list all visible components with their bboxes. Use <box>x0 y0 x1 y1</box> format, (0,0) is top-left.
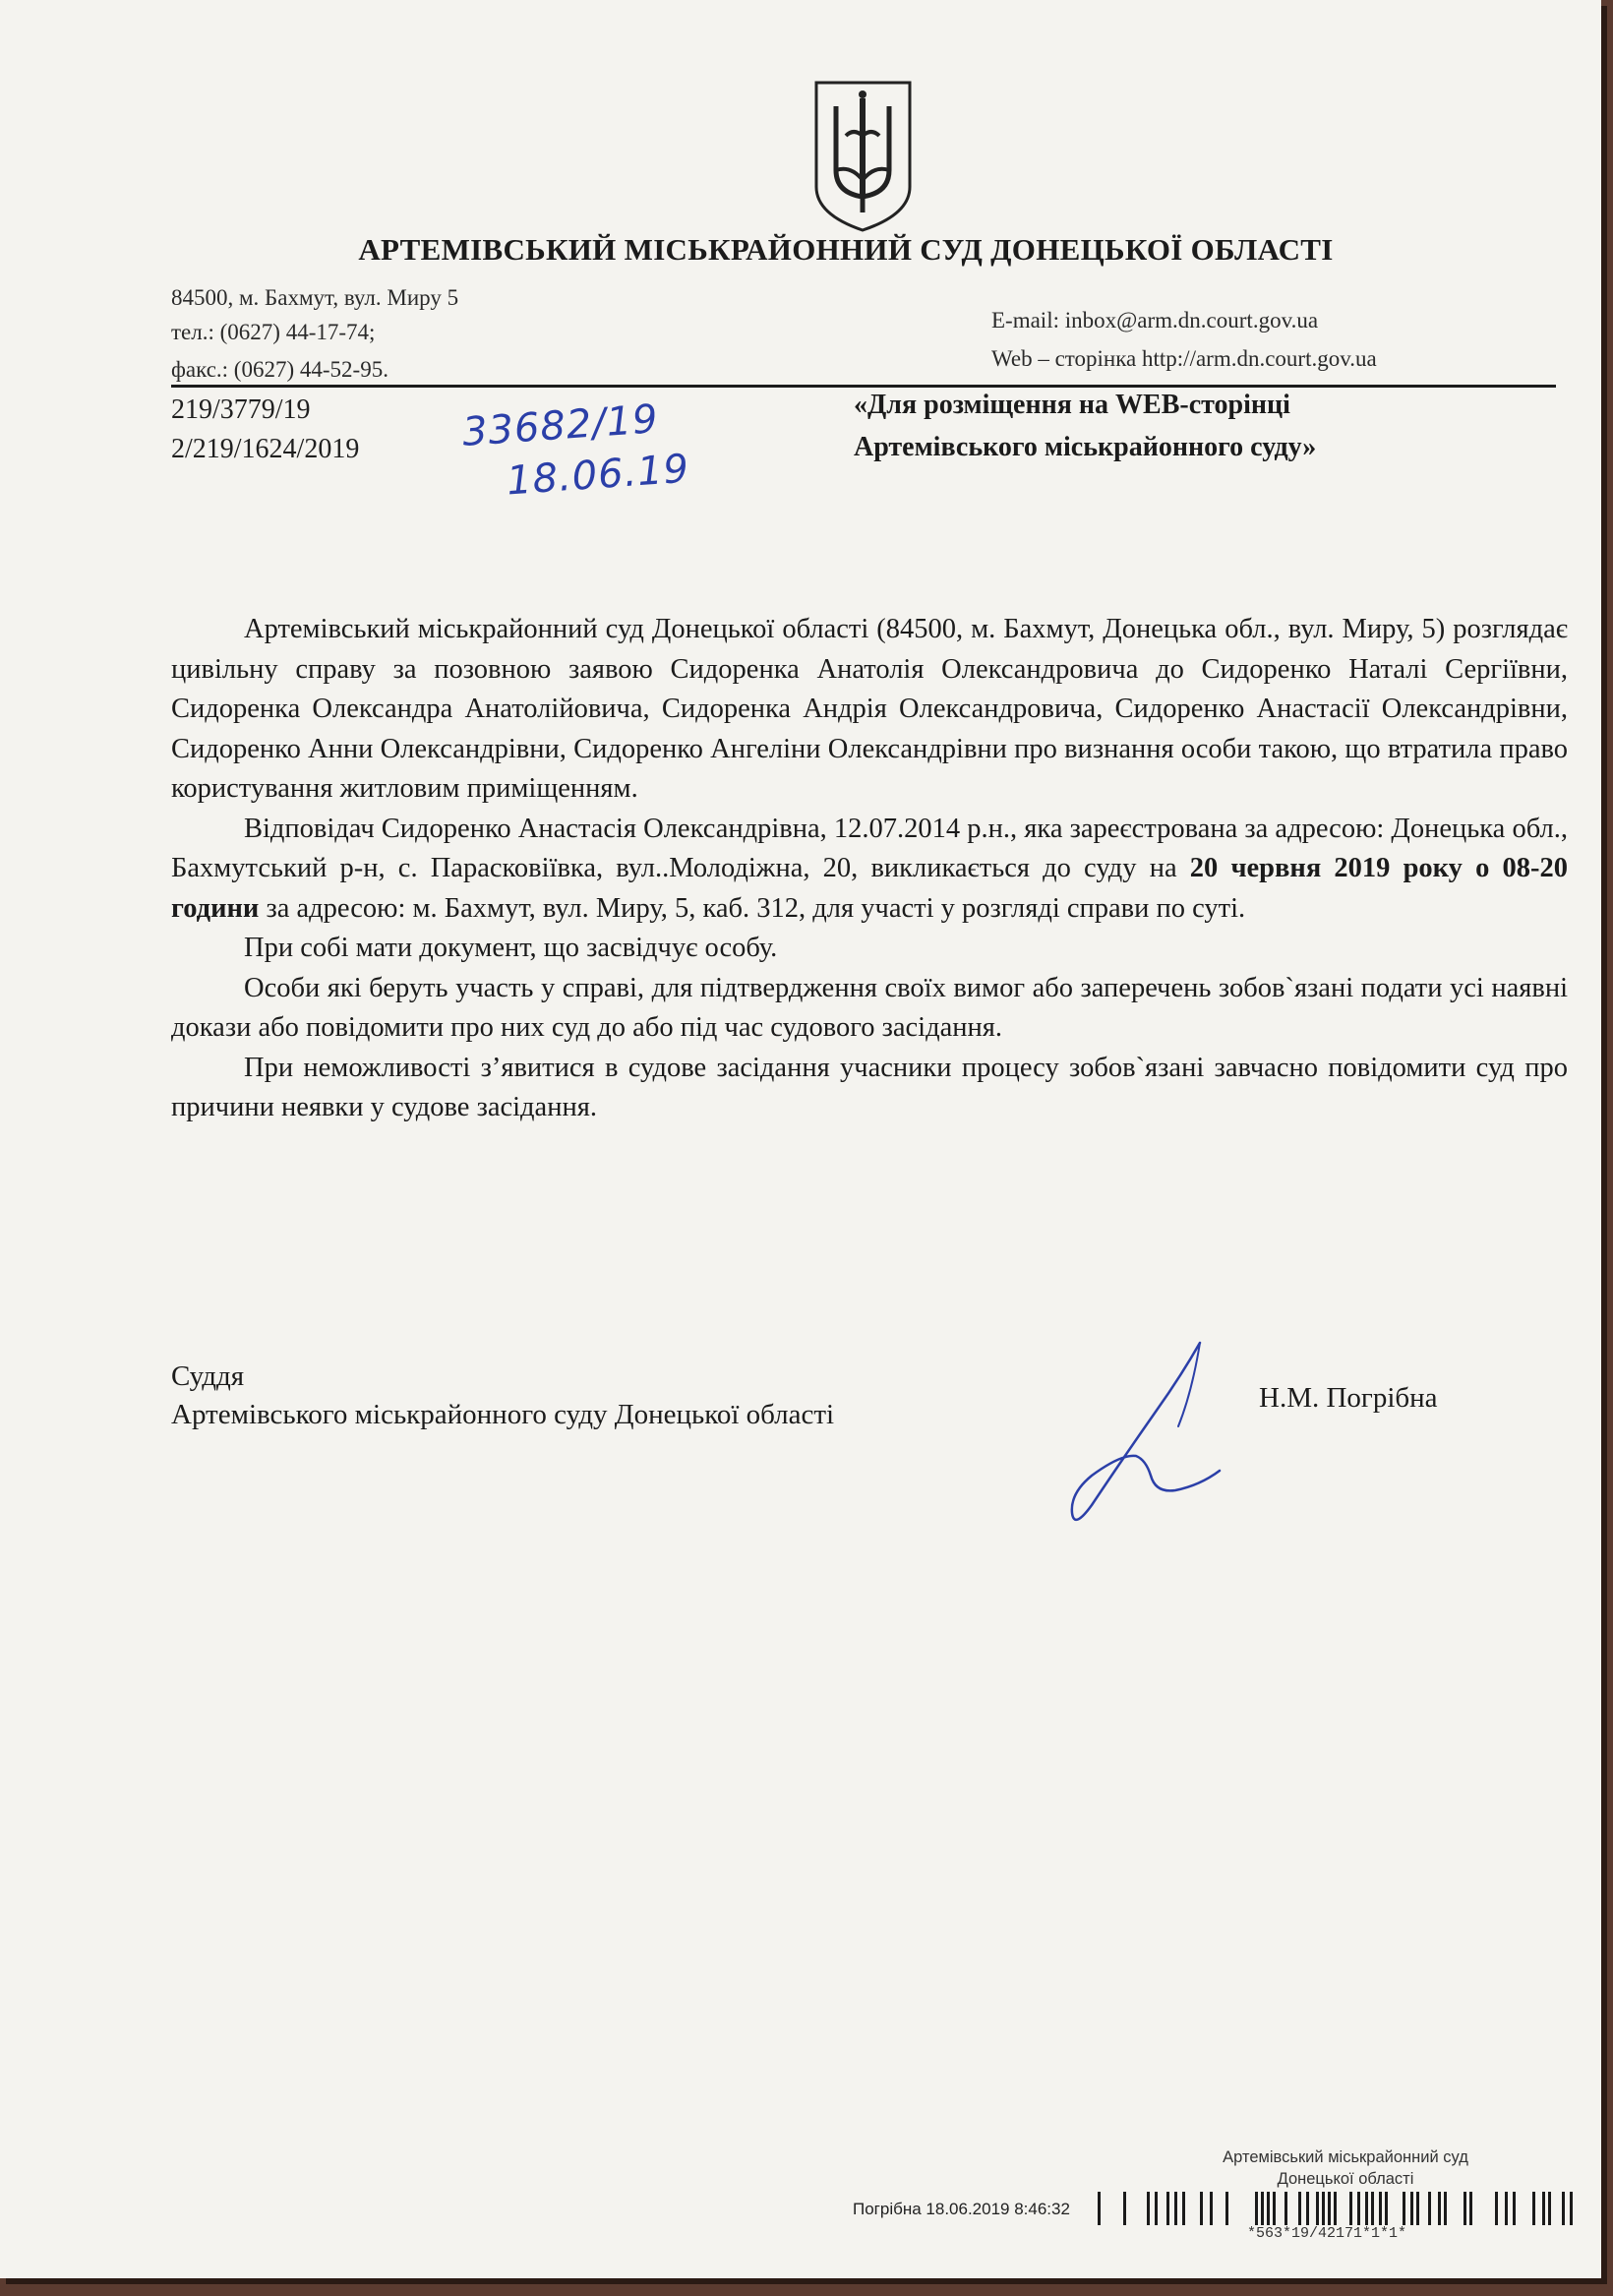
judge-role: Суддя <box>171 1360 245 1392</box>
web-note-line1: «Для розміщення на WEB-сторінці <box>854 390 1290 420</box>
trident-coat-of-arms-icon <box>806 77 920 234</box>
hearing-date-time: 20 червня 2019 року о 08-20 години <box>171 853 1569 924</box>
barcode <box>1098 2192 1575 2225</box>
handwritten-signature <box>1062 1338 1234 1530</box>
summons-text-end: за адресою: м. Бахмут, вул. Миру, 5, каб. 312, для участі у розгляді справи по суті. <box>259 892 1246 924</box>
court-phone: тел.: (0627) 44-17-74; <box>171 320 376 344</box>
paragraph-case: Артемівський міськрайонний суд Донецької області (84500, м. Бахмут, Донецька обл., вул. Миру, 5) розглядає цивільну справу за позовною заявою Сидоренка Анатолія Олександровича до Сидоренко Наталі Сергіївни, Сидоренка Олександра Анатолійовича, Сидоренка Андрія Олександровича, Сидоренко Анастасії Олександрівни, Сидоренко Анни Олександрівни, Сидоренко Ангеліни Олександрівни про визнання особи такою, що втратила право користування житловим приміщенням. <box>171 614 1568 804</box>
court-address: 84500, м. Бахмут, вул. Миру 5 <box>171 285 459 310</box>
summons-text-start: Відповідач Сидоренко Анастасія Олександрівна, 12.07.2014 р.н., яка зареєстрована за адресою: Донецька обл., Бахмутський р-н, с. Парасковіївка, вул..Молодіжна, 20, викликається до суду на <box>171 813 1568 883</box>
signature-block <box>171 1358 834 1434</box>
handwritten-incoming-number: 33682/19 <box>460 396 660 455</box>
stamp-user-time: Погрібна 18.06.2019 8:46:32 <box>853 2200 1070 2218</box>
barcode-number: *563*19/42171*1*1* <box>1247 2225 1407 2242</box>
handwritten-incoming-date: 18.06.19 <box>505 446 691 505</box>
judge-court: Артемівського міськрайонного суду Донецької області <box>171 1399 835 1430</box>
court-website: Web – сторінка http://arm.dn.court.gov.ua <box>991 346 1377 371</box>
web-note-line2: Артемівського міськрайонного суду» <box>854 432 1317 462</box>
case-number: 219/3779/19 <box>171 394 311 425</box>
paragraph-evidence: Особи які беруть участь у справі, для підтвердження своїх вимог або заперечень зобов`язані подати усі наявні докази або повідомити про них суд до або під час судового засідання. <box>171 972 1568 1043</box>
proceeding-number: 2/219/1624/2019 <box>171 434 360 464</box>
court-email: E-mail: inbox@arm.dn.court.gov.ua <box>991 308 1319 332</box>
registration-stamp <box>1198 2146 1493 2190</box>
stamp-court-line1: Артемівський міськрайонний суд <box>1223 2148 1468 2166</box>
court-title: АРТЕМІВСЬКИЙ МІСЬКРАЙОННИЙ СУД ДОНЕЦЬКОЇ ОБЛАСТІ <box>358 232 1334 267</box>
web-publication-note <box>854 384 1316 468</box>
judge-name: Н.М. Погрібна <box>1259 1382 1438 1414</box>
notice-body <box>171 610 1568 1128</box>
court-fax: факс.: (0627) 44-52-95. <box>171 357 388 382</box>
paragraph-absence: При неможливості з’явитися в судове засідання учасники процесу зобов`язані завчасно повідомити суд про причини неявки у судове засідання. <box>171 1052 1568 1122</box>
stamp-court-line2: Донецької області <box>1277 2170 1414 2188</box>
paragraph-summons <box>171 810 1568 930</box>
paragraph-id-document: При собі мати документ, що засвідчує особу. <box>244 933 778 963</box>
